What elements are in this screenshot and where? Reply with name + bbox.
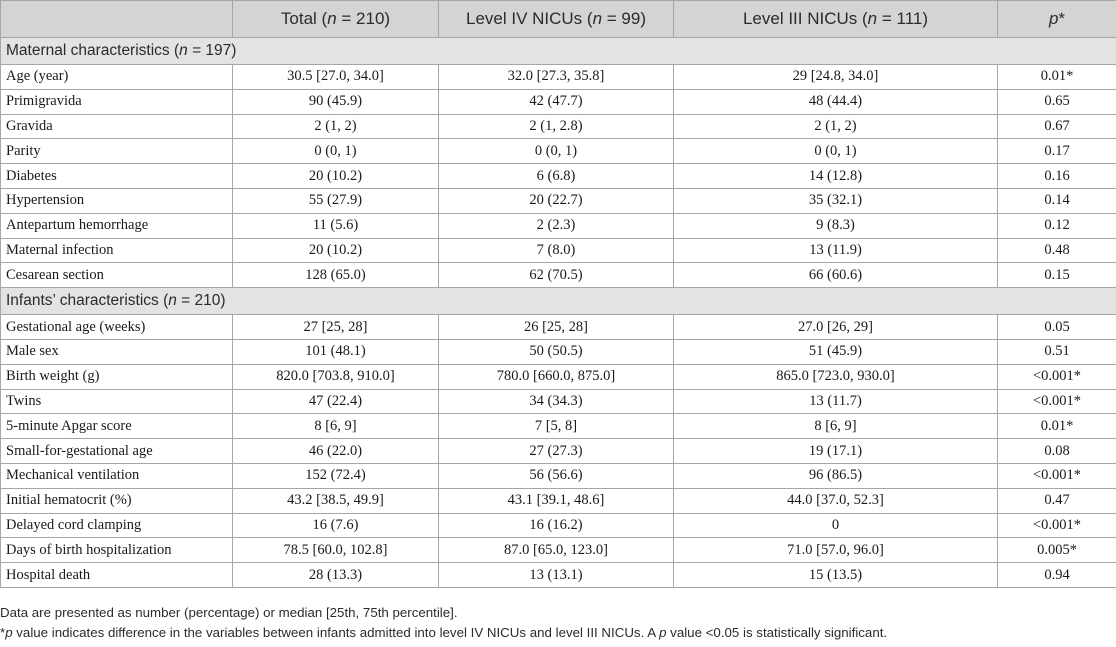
header-total: Total (n = 210) — [233, 1, 439, 38]
cell-level-iv: 50 (50.5) — [439, 339, 674, 364]
cell-total: 820.0 [703.8, 910.0] — [233, 364, 439, 389]
row-label: Small-for-gestational age — [1, 439, 233, 464]
cell-total: 0 (0, 1) — [233, 139, 439, 164]
row-label: Diabetes — [1, 164, 233, 189]
cell-level-iv: 27 (27.3) — [439, 439, 674, 464]
cell-level-iii: 8 [6, 9] — [674, 414, 998, 439]
cell-level-iii: 15 (13.5) — [674, 563, 998, 588]
row-label: Primigravida — [1, 89, 233, 114]
cell-level-iii: 29 [24.8, 34.0] — [674, 65, 998, 90]
row-label: 5-minute Apgar score — [1, 414, 233, 439]
cell-total: 11 (5.6) — [233, 213, 439, 238]
row-label: Gravida — [1, 114, 233, 139]
cell-level-iv: 7 [5, 8] — [439, 414, 674, 439]
cell-level-iii: 35 (32.1) — [674, 188, 998, 213]
table-row — [1, 439, 1116, 464]
cell-level-iv: 13 (13.1) — [439, 563, 674, 588]
cell-p-value: <0.001* — [998, 513, 1116, 538]
table-row — [1, 238, 1116, 263]
table-row — [1, 389, 1116, 414]
table-row — [1, 114, 1116, 139]
cell-p-value: 0.05 — [998, 315, 1116, 340]
cell-p-value: 0.005* — [998, 538, 1116, 563]
row-label: Initial hematocrit (%) — [1, 488, 233, 513]
cell-level-iv: 780.0 [660.0, 875.0] — [439, 364, 674, 389]
cell-total: 16 (7.6) — [233, 513, 439, 538]
row-label: Days of birth hospitalization — [1, 538, 233, 563]
cell-p-value: 0.48 — [998, 238, 1116, 263]
cell-level-iv: 62 (70.5) — [439, 263, 674, 288]
cell-level-iv: 87.0 [65.0, 123.0] — [439, 538, 674, 563]
table-row — [1, 315, 1116, 340]
cell-level-iv: 34 (34.3) — [439, 389, 674, 414]
cell-total: 28 (13.3) — [233, 563, 439, 588]
header-level-iv: Level IV NICUs (n = 99) — [439, 1, 674, 38]
cell-level-iv: 56 (56.6) — [439, 463, 674, 488]
footnote-data-format: Data are presented as number (percentage) or median [25th, 75th percentile]. — [0, 605, 458, 620]
cell-total: 55 (27.9) — [233, 188, 439, 213]
cell-level-iv: 32.0 [27.3, 35.8] — [439, 65, 674, 90]
cell-total: 30.5 [27.0, 34.0] — [233, 65, 439, 90]
cell-level-iv: 0 (0, 1) — [439, 139, 674, 164]
cell-total: 2 (1, 2) — [233, 114, 439, 139]
section-infants-title: Infants’ characteristics (n = 210) — [1, 288, 1116, 315]
cell-p-value: 0.14 — [998, 188, 1116, 213]
row-label: Male sex — [1, 339, 233, 364]
cell-level-iii: 19 (17.1) — [674, 439, 998, 464]
table-row — [1, 213, 1116, 238]
cell-level-iv: 6 (6.8) — [439, 164, 674, 189]
header-p-value: p* — [998, 1, 1116, 38]
cell-level-iii: 9 (8.3) — [674, 213, 998, 238]
table-row — [1, 339, 1116, 364]
cell-p-value: 0.17 — [998, 139, 1116, 164]
cell-p-value: <0.001* — [998, 463, 1116, 488]
table-row — [1, 89, 1116, 114]
row-label: Antepartum hemorrhage — [1, 213, 233, 238]
table-row — [1, 488, 1116, 513]
row-label: Maternal infection — [1, 238, 233, 263]
cell-p-value: 0.47 — [998, 488, 1116, 513]
table-row — [1, 65, 1116, 90]
section-maternal — [1, 38, 1116, 65]
cell-total: 20 (10.2) — [233, 164, 439, 189]
cell-total: 8 [6, 9] — [233, 414, 439, 439]
cell-p-value: 0.01* — [998, 414, 1116, 439]
table-footnotes — [0, 603, 1116, 643]
table-row — [1, 414, 1116, 439]
row-label: Twins — [1, 389, 233, 414]
cell-p-value: <0.001* — [998, 364, 1116, 389]
row-label: Hypertension — [1, 188, 233, 213]
table-row — [1, 513, 1116, 538]
cell-total: 43.2 [38.5, 49.9] — [233, 488, 439, 513]
table-row — [1, 263, 1116, 288]
cell-level-iv: 43.1 [39.1, 48.6] — [439, 488, 674, 513]
cell-level-iii: 13 (11.9) — [674, 238, 998, 263]
cell-total: 20 (10.2) — [233, 238, 439, 263]
cell-p-value: 0.15 — [998, 263, 1116, 288]
cell-level-iii: 0 (0, 1) — [674, 139, 998, 164]
row-label: Age (year) — [1, 65, 233, 90]
cell-p-value: 0.08 — [998, 439, 1116, 464]
cell-level-iv: 20 (22.7) — [439, 188, 674, 213]
cell-p-value: 0.94 — [998, 563, 1116, 588]
header-level-iii: Level III NICUs (n = 111) — [674, 1, 998, 38]
cell-level-iv: 42 (47.7) — [439, 89, 674, 114]
section-infants — [1, 288, 1116, 315]
cell-level-iii: 0 — [674, 513, 998, 538]
row-label: Gestational age (weeks) — [1, 315, 233, 340]
cell-level-iii: 865.0 [723.0, 930.0] — [674, 364, 998, 389]
cell-p-value: 0.12 — [998, 213, 1116, 238]
row-label: Birth weight (g) — [1, 364, 233, 389]
cell-level-iii: 14 (12.8) — [674, 164, 998, 189]
cell-total: 128 (65.0) — [233, 263, 439, 288]
table-row — [1, 563, 1116, 588]
header-row — [1, 1, 1116, 38]
row-label: Delayed cord clamping — [1, 513, 233, 538]
cell-p-value: 0.01* — [998, 65, 1116, 90]
cell-level-iv: 7 (8.0) — [439, 238, 674, 263]
cell-level-iii: 51 (45.9) — [674, 339, 998, 364]
cell-level-iv: 2 (1, 2.8) — [439, 114, 674, 139]
table-row — [1, 188, 1116, 213]
cell-total: 27 [25, 28] — [233, 315, 439, 340]
table-row — [1, 538, 1116, 563]
cell-p-value: 0.65 — [998, 89, 1116, 114]
cell-level-iii: 96 (86.5) — [674, 463, 998, 488]
cell-total: 78.5 [60.0, 102.8] — [233, 538, 439, 563]
cell-level-iii: 71.0 [57.0, 96.0] — [674, 538, 998, 563]
footnote-p-value: *p value indicates difference in the variables between infants admitted into level IV NICUs and level III NICUs. A p value <0.05 is statistically significant. — [0, 625, 888, 640]
row-label: Mechanical ventilation — [1, 463, 233, 488]
cell-level-iii: 66 (60.6) — [674, 263, 998, 288]
cell-level-iii: 27.0 [26, 29] — [674, 315, 998, 340]
cell-total: 152 (72.4) — [233, 463, 439, 488]
cell-p-value: <0.001* — [998, 389, 1116, 414]
table-row — [1, 164, 1116, 189]
cell-p-value: 0.16 — [998, 164, 1116, 189]
cell-p-value: 0.67 — [998, 114, 1116, 139]
row-label: Parity — [1, 139, 233, 164]
header-blank — [1, 1, 233, 38]
cell-level-iii: 2 (1, 2) — [674, 114, 998, 139]
cell-level-iv: 16 (16.2) — [439, 513, 674, 538]
cell-level-iii: 48 (44.4) — [674, 89, 998, 114]
cell-level-iv: 26 [25, 28] — [439, 315, 674, 340]
row-label: Hospital death — [1, 563, 233, 588]
table-row — [1, 463, 1116, 488]
cell-total: 90 (45.9) — [233, 89, 439, 114]
table-row — [1, 139, 1116, 164]
cell-p-value: 0.51 — [998, 339, 1116, 364]
cell-level-iii: 13 (11.7) — [674, 389, 998, 414]
row-label: Cesarean section — [1, 263, 233, 288]
cell-level-iii: 44.0 [37.0, 52.3] — [674, 488, 998, 513]
cell-total: 101 (48.1) — [233, 339, 439, 364]
cell-total: 47 (22.4) — [233, 389, 439, 414]
table-row — [1, 364, 1116, 389]
cell-total: 46 (22.0) — [233, 439, 439, 464]
section-maternal-title: Maternal characteristics (n = 197) — [1, 38, 1116, 65]
cell-level-iv: 2 (2.3) — [439, 213, 674, 238]
